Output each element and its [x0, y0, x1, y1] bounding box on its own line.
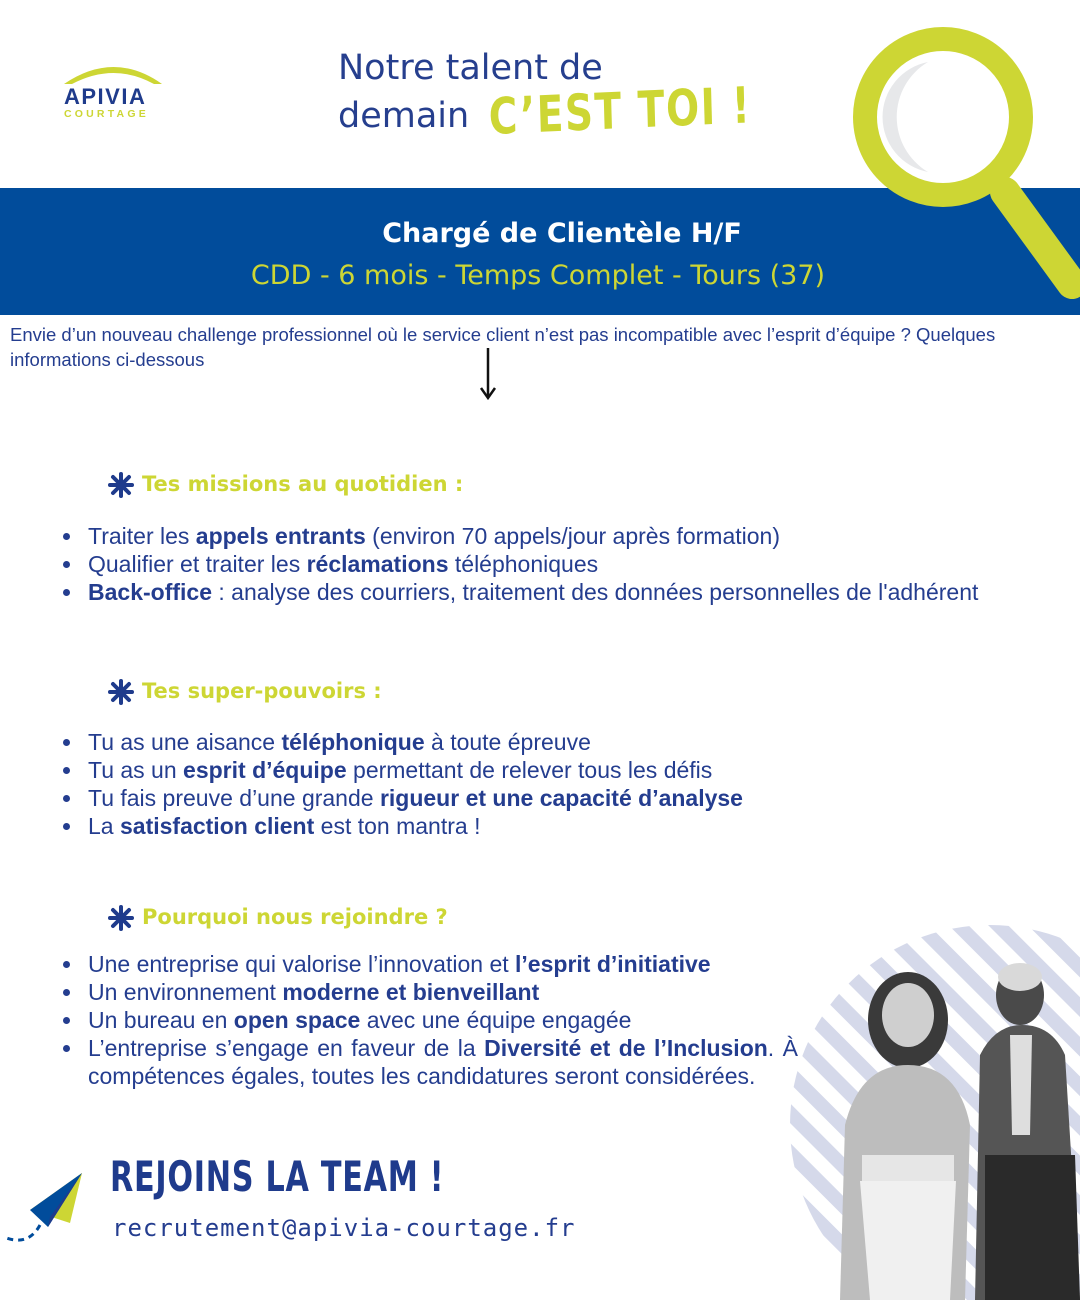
item-text: à toute épreuve [424, 729, 591, 755]
item-highlight: rigueur et une capacité d’analyse [379, 785, 743, 811]
item-text: Une entreprise qui valorise l’innovation et [88, 951, 516, 977]
headline-line2: demain [338, 96, 470, 136]
section-powers-label: Tes super-pouvoirs : [142, 679, 382, 703]
headline-accent: C’EST TOI ! [488, 76, 752, 146]
item-text: Un bureau en [88, 1007, 234, 1033]
item-text: L’entreprise s’engage en faveur de la [88, 1035, 485, 1061]
paper-plane-icon [0, 1165, 90, 1250]
list-item [60, 756, 743, 784]
section-missions-title [106, 470, 463, 500]
item-text: (environ 70 appels/jour après formation) [365, 523, 780, 549]
team-photo [790, 925, 1080, 1300]
item-text: Traiter les [88, 523, 196, 549]
list-item [60, 578, 978, 606]
why-list [60, 950, 798, 1090]
list-item [60, 950, 798, 978]
item-highlight: satisfaction client [119, 813, 315, 839]
item-text: : analyse des courriers, traitement des données personnelles de l'adhérent [211, 579, 979, 605]
asterisk-icon [106, 470, 136, 500]
item-highlight: open space [233, 1007, 361, 1033]
list-item [60, 550, 978, 578]
list-item [60, 1034, 798, 1090]
item-text: Tu fais preuve d’une grande [88, 785, 380, 811]
item-highlight: téléphonique [281, 729, 425, 755]
list-item [60, 978, 798, 1006]
item-text: avec une équipe engagée [360, 1007, 632, 1033]
asterisk-icon [106, 903, 136, 933]
item-text: est ton mantra ! [314, 813, 481, 839]
logo-subtitle: COURTAGE [64, 108, 149, 120]
item-text: . À compétences égales, toutes les candidatures seront considérées. [88, 1035, 799, 1089]
item-text: Tu as un [88, 757, 184, 783]
asterisk-icon [106, 677, 136, 707]
list-item [60, 522, 978, 550]
recruitment-email-link[interactable]: recrutement@apivia-courtage.fr [112, 1214, 576, 1242]
headline-line1: Notre talent de [338, 48, 603, 88]
intro-text: Envie d’un nouveau challenge professionnel où le service client n’est pas incompatible avec l’esprit d’équipe ? Quelques informations ci-dessous [10, 324, 996, 370]
item-highlight: Back-office [88, 579, 212, 605]
section-missions-label: Tes missions au quotidien : [142, 472, 464, 496]
item-highlight: moderne et bienveillant [282, 979, 540, 1005]
item-highlight: Diversité et de l’Inclusion [484, 1035, 768, 1061]
item-text: La [88, 813, 120, 839]
arrow-down-icon [478, 346, 498, 402]
item-highlight: réclamations [306, 551, 449, 577]
job-title: Chargé de Clientèle H/F [382, 218, 742, 249]
item-text: permettant de relever tous les défis [346, 757, 713, 783]
item-highlight: esprit d’équipe [183, 757, 347, 783]
cta-heading: REJOINS LA TEAM ! [110, 1152, 445, 1201]
item-highlight: appels entrants [195, 523, 366, 549]
list-item [60, 728, 743, 756]
list-item [60, 784, 743, 812]
apivia-logo [62, 58, 166, 124]
section-why-label: Pourquoi nous rejoindre ? [142, 905, 448, 929]
magnifier-icon [840, 22, 1080, 312]
item-text: téléphoniques [448, 551, 599, 577]
list-item [60, 812, 743, 840]
item-text: Un environnement [88, 979, 283, 1005]
section-powers-title [106, 677, 382, 707]
list-item [60, 1006, 798, 1034]
section-why-title [106, 903, 448, 933]
missions-list [60, 522, 978, 606]
item-highlight: l’esprit d’initiative [515, 951, 711, 977]
logo-name: APIVIA [64, 84, 147, 109]
item-text: Tu as une aisance [88, 729, 282, 755]
job-details: CDD - 6 mois - Temps Complet - Tours (37) [250, 260, 826, 291]
powers-list [60, 728, 743, 840]
item-text: Qualifier et traiter les [88, 551, 307, 577]
